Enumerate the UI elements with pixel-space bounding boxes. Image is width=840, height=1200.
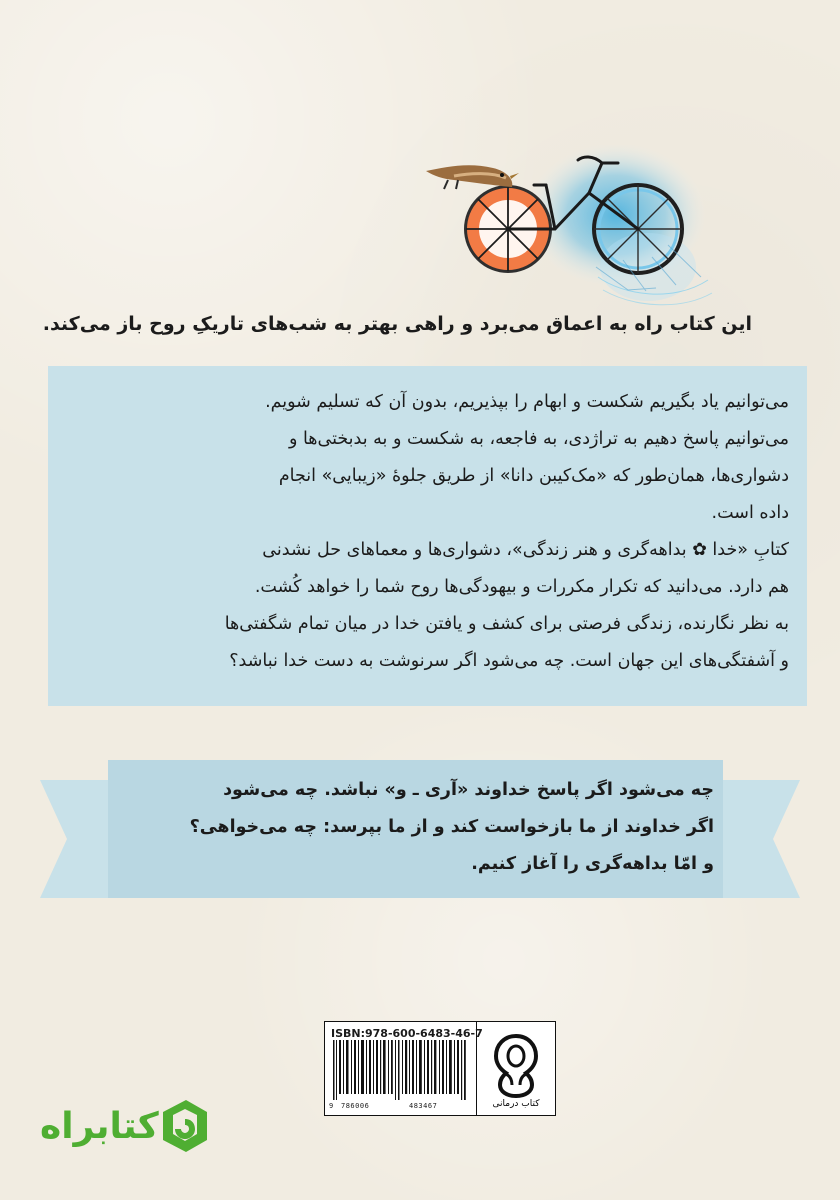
description-text — [58, 384, 789, 680]
publisher-logo — [477, 1022, 555, 1115]
ribbon-line-1: چه می‌شود اگر پاسخ خداوند «آری ـ و» نباشد. چه می‌شود — [223, 780, 714, 800]
description-box — [48, 366, 807, 706]
intro-sentence: این کتاب راه به اعماق می‌برد و راهی بهتر به شب‌های تاریکِ روح باز می‌کند. — [42, 313, 752, 335]
description-line-5: کتابِ «خدا ✿ بداهه‌گری و هنر زندگی»، دشواری‌ها و معماهای حل نشدنی — [262, 540, 789, 560]
ribbon-line-2: اگر خداوند از ما بازخواست کند و از ما بپرسد: چه می‌خواهی؟ — [189, 817, 714, 837]
ketabrah-brand — [40, 1096, 220, 1168]
ketabrah-wordmark: کتابراه — [40, 1106, 159, 1147]
description-line-7: به نظر نگارنده، زندگی فرصتی برای کشف و یافتن خدا در میان تمام شگفتی‌ها — [224, 614, 789, 634]
description-line-3: دشواری‌ها، همان‌طور که «مک‌کیبن دانا» از طریق جلوهٔ «زیبایی» انجام — [278, 466, 789, 486]
description-line-6: هم دارد. می‌دانید که تکرار مکررات و بیهودگی‌ها روح شما را خواهد کُشت. — [254, 577, 789, 597]
barcode-icon — [331, 1040, 471, 1100]
description-line-1: می‌توانیم یاد بگیریم شکست و ابهام را بپذیریم، بدون آن که تسلیم شویم. — [265, 392, 789, 412]
description-line-4: داده است. — [711, 503, 789, 523]
ribbon-line-3: و امّا بداهه‌گری را آغاز کنیم. — [471, 854, 714, 874]
barcode-panel — [324, 1021, 556, 1116]
isbn-text: ISBN:978-600-6483-46-7 — [331, 1027, 483, 1040]
book-therapy-logo-icon — [484, 1030, 548, 1108]
ketabrah-logo-icon — [157, 1096, 213, 1156]
barcode-number-prefix: 9 — [329, 1102, 334, 1110]
description-line-8: و آشفتگی‌های این جهان است. چه می‌شود اگر سرنوشت به دست خدا نباشد؟ — [229, 651, 789, 671]
bicycle-bird-illustration — [418, 145, 718, 315]
barcode-area — [325, 1022, 483, 1115]
quote-ribbon — [40, 760, 800, 905]
barcode-number-right-group: 483467 — [409, 1102, 438, 1110]
barcode-number-left-group: 786006 — [341, 1102, 370, 1110]
ribbon-text — [138, 772, 714, 883]
publisher-logo-text: کتاب درمانی — [492, 1098, 540, 1108]
description-line-2: می‌توانیم پاسخ دهیم به تراژدی، به فاجعه، به شکست و به بدبختی‌ها و — [288, 429, 789, 449]
ribbon-right-tail — [710, 780, 800, 898]
